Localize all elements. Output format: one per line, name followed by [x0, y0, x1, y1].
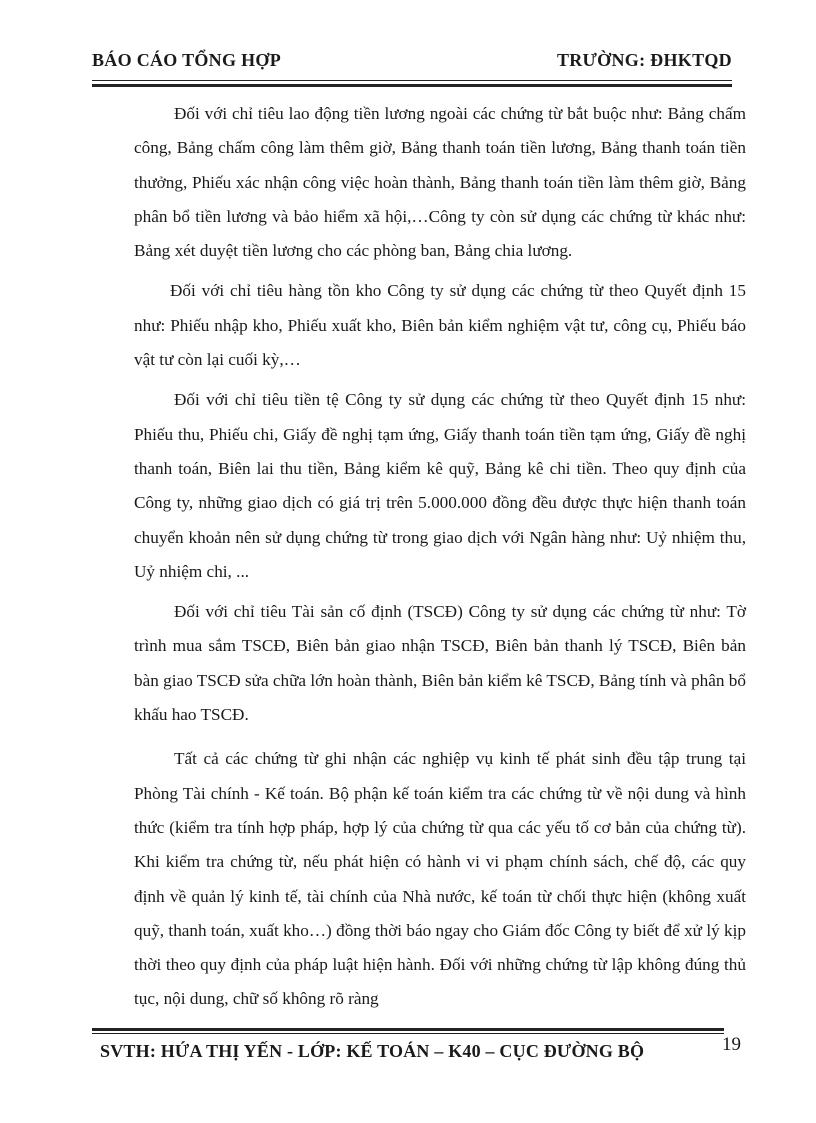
header-report-title: BÁO CÁO TỔNG HỢP — [92, 50, 281, 70]
header-divider-thin — [92, 80, 732, 81]
footer-student-info: SVTH: HỨA THỊ YẾN - LỚP: KẾ TOÁN – K40 – CỤC ĐƯỜNG BỘ — [100, 1041, 645, 1061]
footer-divider-thin — [92, 1033, 724, 1034]
paragraph-document-review: Tất cả các chứng từ ghi nhận các nghiệp vụ kinh tế phát sinh đều tập trung tại Phòng Tài chính - Kế toán. Bộ phận kế toán kiểm tra các chứng từ về nội dung và hình thức (kiểm tra tính hợp pháp, hợp lý của chứng từ qua các yếu tố cơ bản của chứng từ). Khi kiểm tra chứng từ, nếu phát hiện có hành vi vi phạm chính sách, chế độ, các quy định về quản lý kinh tế, tài chính của Nhà nước, kế toán từ chối thực hiện (không xuất quỹ, thanh toán, xuất kho…) đồng thời báo ngay cho Giám đốc Công ty biết để xử lý kịp thời theo quy định của pháp luật hiện hành. Đối với những chứng từ lập không đúng thủ tục, nội dung, chữ số không rõ ràng — [134, 749, 746, 1009]
footer-divider-thick — [92, 1028, 724, 1031]
paragraph-fixed-assets: Đối với chỉ tiêu Tài sản cố định (TSCĐ) Công ty sử dụng các chứng từ như: Tờ trình mua sắm TSCĐ, Biên bản giao nhận TSCĐ, Biên bản thanh lý TSCĐ, Biên bản bàn giao TSCĐ sửa chữa lớn hoàn thành, Biên bản kiểm kê TSCĐ, Bảng tính và phân bổ khấu hao TSCĐ. — [134, 602, 746, 725]
paragraph-labor-wages: Đối với chỉ tiêu lao động tiền lương ngoài các chứng từ bắt buộc như: Bảng chấm công, Bảng chấm công làm thêm giờ, Bảng thanh toán tiền lương, Bảng thanh toán tiền thưởng, Phiếu xác nhận công việc hoàn thành, Bảng thanh toán tiền làm thêm giờ, Bảng phân bổ tiền lương và bảo hiểm xã hội,…Công ty còn sử dụng các chứng từ khác như: Bảng xét duyệt tiền lương cho các phòng ban, Bảng chia lương. — [134, 104, 746, 261]
header-school-name: TRƯỜNG: ĐHKTQD — [556, 50, 732, 70]
header-divider-thick — [92, 84, 732, 87]
document-body — [134, 97, 746, 1017]
paragraph-inventory: Đối với chỉ tiêu hàng tồn kho Công ty sử dụng các chứng từ theo Quyết định 15 như: Phiếu nhập kho, Phiếu xuất kho, Biên bản kiểm nghiệm vật tư, công cụ, Phiếu báo vật tư còn lại cuối kỳ,… — [134, 281, 746, 370]
page-number: 19 — [722, 1034, 741, 1055]
page-header — [92, 50, 732, 82]
paragraph-cash: Đối với chỉ tiêu tiền tệ Công ty sử dụng các chứng từ theo Quyết định 15 như: Phiếu thu, Phiếu chi, Giấy đề nghị tạm ứng, Giấy thanh toán tiền tạm ứng, Giấy đề nghị thanh toán, Biên lai thu tiền, Bảng kiểm kê quỹ, Bảng kê chi tiền. Theo quy định của Công ty, những giao dịch có giá trị trên 5.000.000 đồng đều được thực hiện thanh toán chuyển khoản nên sử dụng chứng từ trong giao dịch với Ngân hàng như: Uỷ nhiệm thu, Uỷ nhiệm chi, ... — [134, 390, 746, 581]
